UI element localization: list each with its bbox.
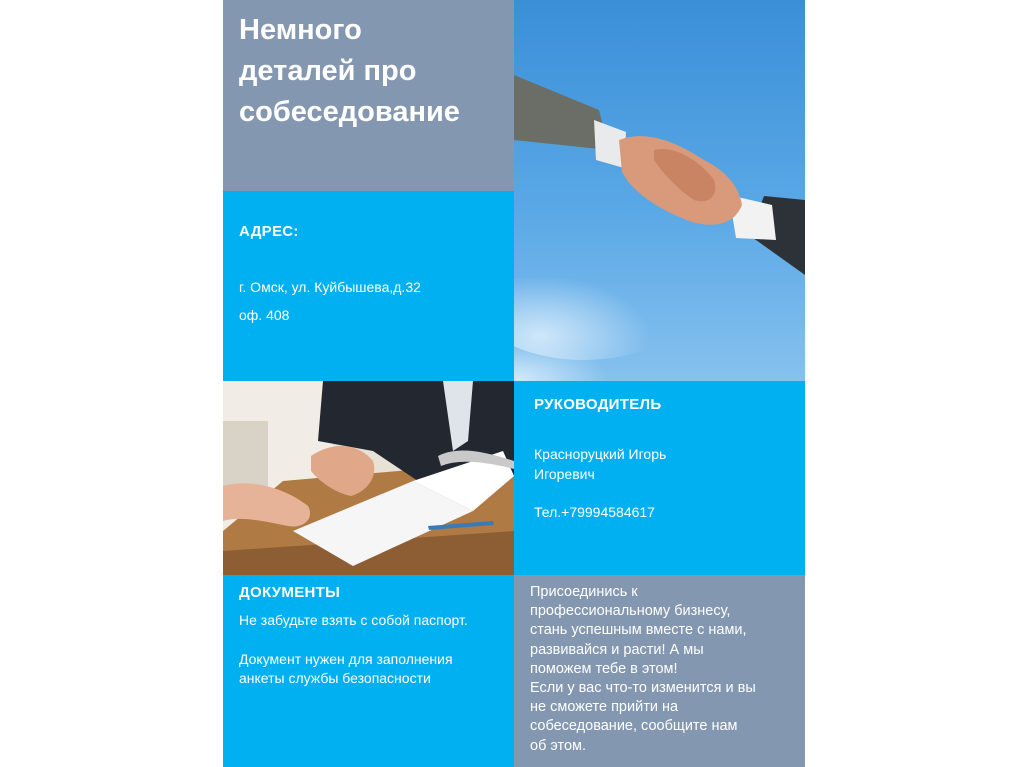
title-block xyxy=(223,0,514,191)
invitation-block xyxy=(514,575,805,767)
slide xyxy=(223,0,805,767)
invitation-line: профессиональному бизнесу, xyxy=(530,603,731,620)
invitation-line: Присоединись к xyxy=(530,584,638,600)
invitation-text xyxy=(530,583,756,756)
documents-heading: ДОКУМЕНТЫ xyxy=(239,584,341,601)
documents-passport-note: Не забудьте взять с собой паспорт. xyxy=(239,612,468,628)
title-line-2: деталей про xyxy=(239,55,417,87)
invitation-line: собеседование, сообщите нам xyxy=(530,718,738,735)
manager-block xyxy=(514,381,805,575)
manager-name-line-1: Красноруцкий Игорь xyxy=(534,446,667,462)
invitation-line: Если у вас что-то изменится и вы xyxy=(530,680,756,697)
address-heading: АДРЕС: xyxy=(239,223,299,240)
documents-block xyxy=(223,575,514,767)
address-office: оф. 408 xyxy=(239,307,290,323)
signing-documents-photo-icon xyxy=(223,381,514,575)
invitation-line: не сможете прийти на xyxy=(530,699,679,716)
invitation-line: стань успешным вместе с нами, xyxy=(530,622,747,639)
page-title xyxy=(239,10,509,133)
invitation-line: развивайся и расти! А мы xyxy=(530,641,704,658)
documents-purpose-line-1: Документ нужен для заполнения xyxy=(239,651,453,667)
manager-name-line-2: Игоревич xyxy=(534,466,595,482)
title-line-1: Немного xyxy=(239,14,362,46)
invitation-line: об этом. xyxy=(530,737,587,754)
manager-heading: РУКОВОДИТЕЛЬ xyxy=(534,396,662,413)
title-line-3: собеседование xyxy=(239,96,460,128)
signing-documents-photo xyxy=(223,381,514,575)
handshake-photo-icon xyxy=(514,0,805,381)
documents-purpose-line-2: анкеты службы безопасности xyxy=(239,670,431,686)
handshake-photo xyxy=(514,0,805,381)
address-block xyxy=(223,191,514,381)
address-street: г. Омск, ул. Куйбышева,д.32 xyxy=(239,279,421,295)
invitation-line: поможем тебе в этом! xyxy=(530,660,678,677)
manager-phone: Тел.+79994584617 xyxy=(534,504,655,520)
